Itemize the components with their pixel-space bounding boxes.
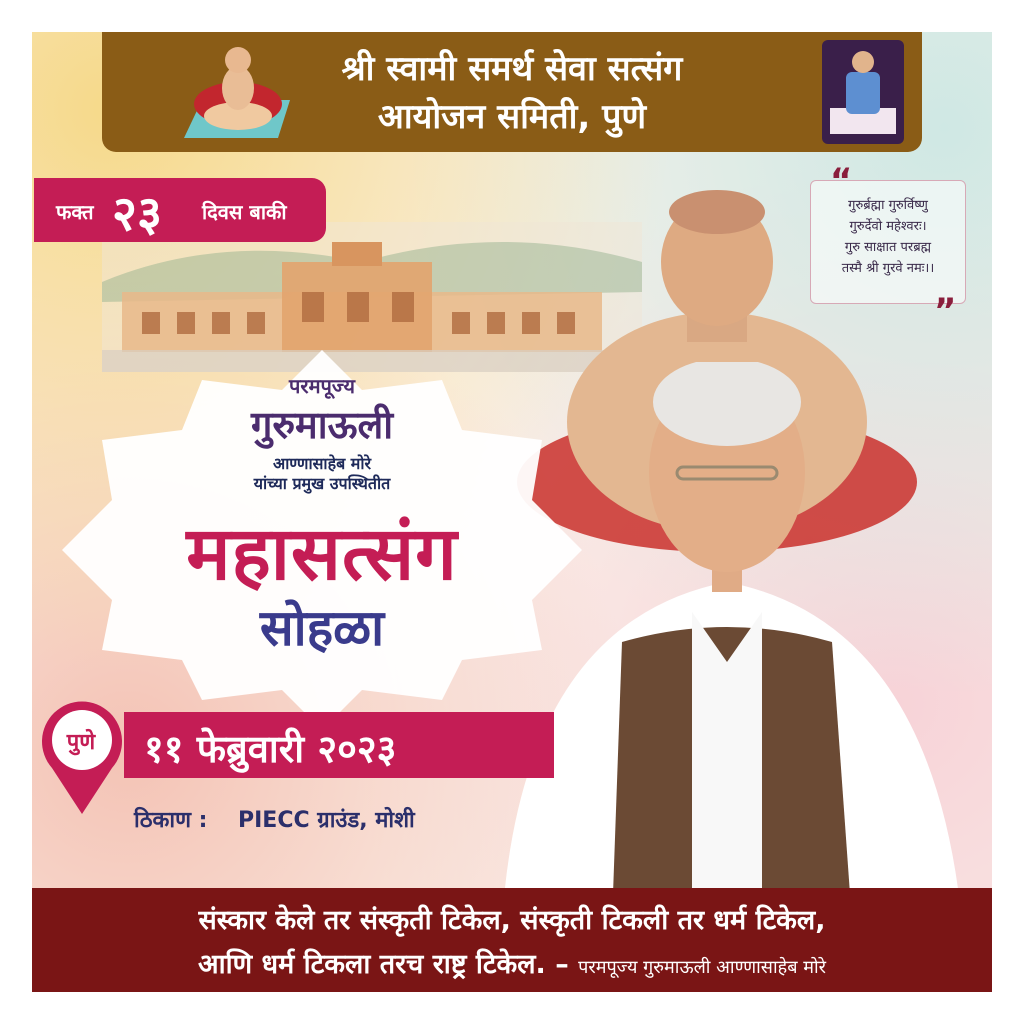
close-quote-icon: ” — [934, 291, 957, 331]
footer-quote-band — [32, 888, 992, 992]
guru-portrait-small — [820, 38, 906, 146]
shloka-line: गुरुर्देवो महेश्वरः। — [849, 219, 927, 234]
days-remaining-badge — [34, 178, 326, 242]
footer-quote-line-2 — [32, 944, 992, 981]
venue-label: ठिकाण : — [134, 808, 208, 833]
footer-attribution: परमपूज्य गुरुमाऊली आण्णासाहेब मोरे — [578, 957, 826, 978]
shloka-line: गुरु साक्षात परब्रह्म — [844, 240, 932, 255]
header-title-line-1: श्री स्वामी समर्थ सेवा सत्संग — [341, 49, 683, 89]
days-prefix: फक्त — [56, 200, 94, 224]
header-band — [102, 32, 922, 152]
days-suffix: दिवस बाकी — [202, 200, 287, 224]
event-date: ११ फेब्रुवारी २०२३ — [144, 727, 397, 771]
venue-value: PIECC ग्राउंड, मोशी — [238, 808, 415, 833]
honorific-text: परमपूज्य — [289, 374, 355, 398]
event-poster — [32, 32, 992, 992]
guru-name-text: आण्णासाहेब मोरे — [272, 454, 372, 473]
days-number: २३ — [112, 186, 162, 242]
presence-text: यांच्या प्रमुख उपस्थितीत — [253, 474, 391, 493]
city-label: पुणे — [66, 730, 96, 755]
shloka-line: तस्मै श्री गुरवे नमः।। — [841, 261, 935, 276]
date-bar — [124, 712, 554, 778]
footer-quote-line-1: संस्कार केले तर संस्कृती टिकेल, संस्कृती टिकली तर धर्म टिकेल, — [198, 905, 826, 936]
shloka-line: गुरुर्ब्रह्मा गुरुर्विष्णु — [848, 198, 928, 213]
guru-title-text: गुरुमाऊली — [250, 403, 394, 447]
event-sub-title: सोहळा — [259, 599, 385, 657]
event-main-title: महासत्संग — [186, 511, 458, 597]
footer-quote-text: आणि धर्म टिकला तरच राष्ट्र टिकेल. – — [198, 949, 569, 980]
location-pin-icon — [32, 696, 132, 816]
header-title-line-2: आयोजन समिती, पुणे — [377, 97, 647, 137]
